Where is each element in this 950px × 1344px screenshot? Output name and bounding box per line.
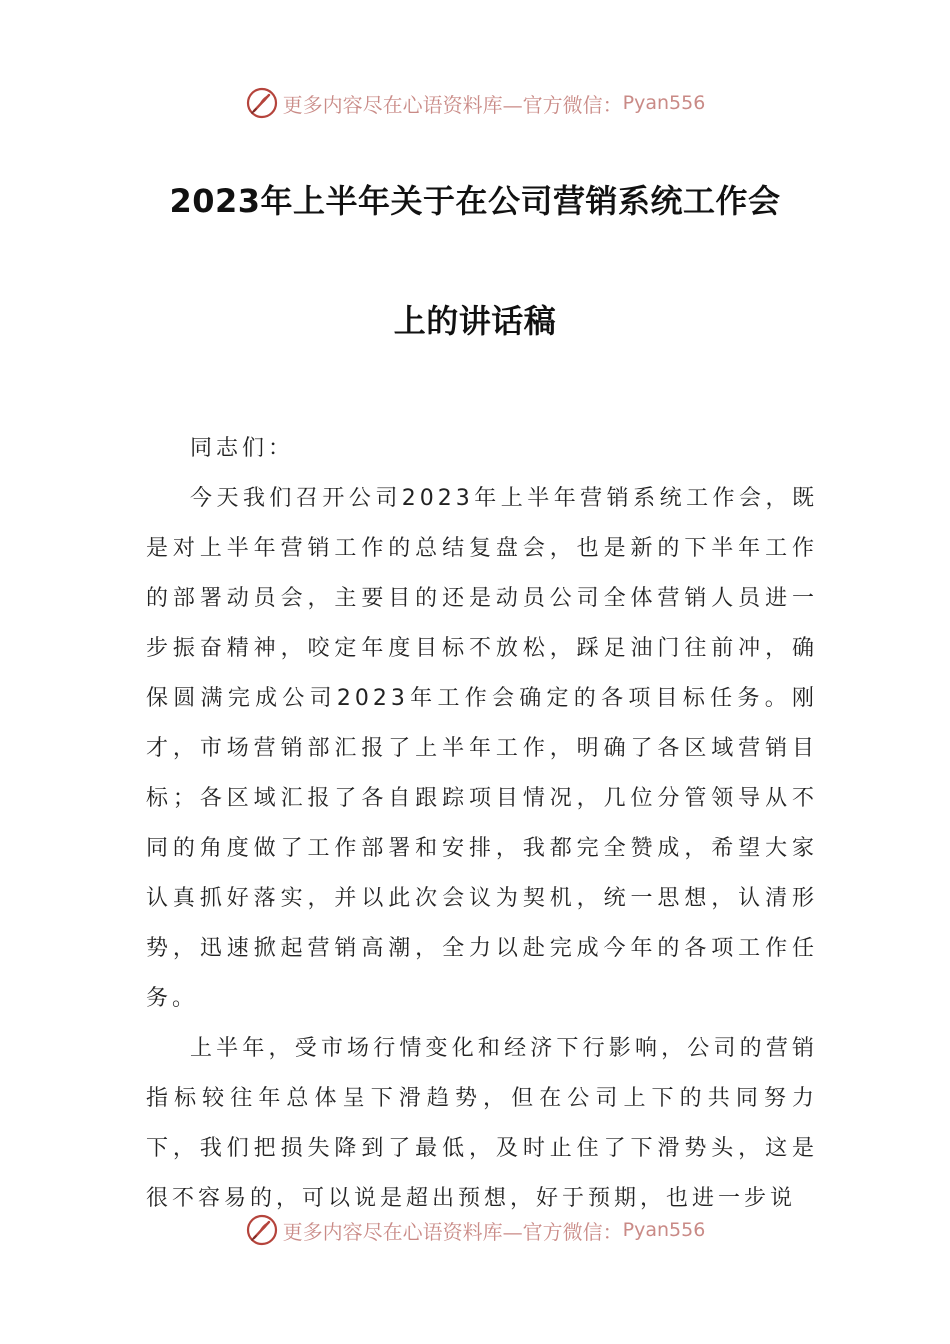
watermark-text: 更多内容尽在心语资料库—官方微信： (282, 1219, 623, 1244)
header-watermark (0, 83, 950, 123)
greeting: 同志们： (190, 436, 295, 461)
watermark-contact: Pyan556 (622, 1219, 706, 1241)
document-body (146, 424, 818, 1224)
body-paragraph: 上半年，受市场行情变化和经济下行影响，公司的营销指标较往年总体呈下滑趋势，但在公司上下的共同努力下，我们把损失降到了最低，及时止住了下滑势头，这是很不容易的，可以说是超出预想，好于预期，也进一步说 (146, 1036, 818, 1211)
quill-logo-icon (245, 1213, 279, 1247)
watermark-contact: Pyan556 (622, 92, 706, 114)
body-paragraph: 今天我们召开公司2023年上半年营销系统工作会，既是对上半年营销工作的总结复盘会，也是新的下半年工作的部署动员会，主要目的还是动员公司全体营销人员进一步振奋精神，咬定年度目标不放松，踩足油门往前冲，确保圆满完成公司2023年工作会确定的各项目标任务。刚才，市场营销部汇报了上半年工作，明确了各区域营销目标；各区域汇报了各自跟踪项目情况，几位分管领导从不同的角度做了工作部署和安排，我都完全赞成，希望大家认真抓好落实，并以此次会议为契机，统一思想，认清形势，迅速掀起营销高潮，全力以赴完成今年的各项工作任务。 (146, 486, 818, 1011)
document-title-line-1: 2023年上半年关于在公司营销系统工作会 (169, 182, 781, 220)
quill-logo-icon (245, 86, 279, 120)
document-title-line-2: 上的讲话稿 (393, 302, 557, 340)
footer-watermark (0, 1210, 950, 1250)
watermark-text: 更多内容尽在心语资料库—官方微信： (282, 92, 623, 117)
